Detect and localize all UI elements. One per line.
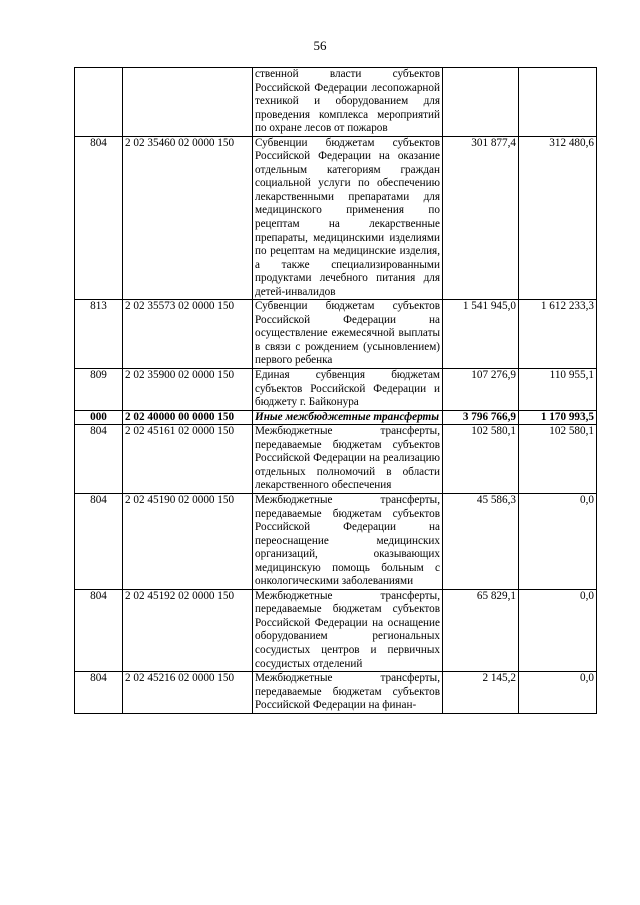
admin-code-cell: 804 — [75, 589, 123, 671]
admin-code-cell: 804 — [75, 493, 123, 589]
admin-code-cell — [75, 68, 123, 137]
table-row — [75, 300, 597, 369]
admin-code-cell: 804 — [75, 672, 123, 714]
amount-year2-cell: 1 612 233,3 — [519, 300, 597, 369]
budget-code-cell: 2 02 45216 02 0000 150 — [123, 672, 253, 714]
amount-year2-cell: 0,0 — [519, 493, 597, 589]
amount-year2-cell: 0,0 — [519, 589, 597, 671]
item-name-cell: Иные межбюджетные трансферты — [253, 410, 443, 425]
amount-year1-cell: 2 145,2 — [443, 672, 519, 714]
amount-year1-cell: 301 877,4 — [443, 136, 519, 300]
page-number: 56 — [313, 38, 327, 53]
budget-code-cell: 2 02 45192 02 0000 150 — [123, 589, 253, 671]
table-row — [75, 589, 597, 671]
amount-year1-cell: 3 796 766,9 — [443, 410, 519, 425]
amount-year2-cell — [519, 68, 597, 137]
table-row — [75, 369, 597, 411]
amount-year2-cell: 0,0 — [519, 672, 597, 714]
budget-code-cell: 2 02 35900 02 0000 150 — [123, 369, 253, 411]
amount-year2-cell: 110 955,1 — [519, 369, 597, 411]
admin-code-cell: 804 — [75, 425, 123, 494]
amount-year1-cell: 1 541 945,0 — [443, 300, 519, 369]
amount-year1-cell: 65 829,1 — [443, 589, 519, 671]
amount-year2-cell: 1 170 993,5 — [519, 410, 597, 425]
budget-code-cell: 2 02 45190 02 0000 150 — [123, 493, 253, 589]
budget-code-cell — [123, 68, 253, 137]
item-name-cell: Единая субвенция бюджетам субъектов Российской Федерации и бюджету г. Байконура — [253, 369, 443, 411]
amount-year1-cell: 45 586,3 — [443, 493, 519, 589]
item-name-cell: ственной власти субъектов Российской Федерации лесопожарной техникой и оборудованием для проведения комплекса мероприятий по охране лесов от пожаров — [253, 68, 443, 137]
table-row — [75, 425, 597, 494]
admin-code-cell: 000 — [75, 410, 123, 425]
table-row — [75, 493, 597, 589]
item-name-cell: Субвенции бюджетам субъектов Российской Федерации на оказание отдельным категориям граждан социальной услуги по обеспечению лекарственными препаратами для медицинского применения по рецептам на лекарственные препараты, медицинскими изделиями по рецептам на медицинские изделия, а также специализированными продуктами лечебного питания для детей-инвалидов — [253, 136, 443, 300]
amount-year2-cell: 312 480,6 — [519, 136, 597, 300]
amount-year1-cell: 102 580,1 — [443, 425, 519, 494]
admin-code-cell: 813 — [75, 300, 123, 369]
item-name-cell: Межбюджетные трансферты, передаваемые бюджетам субъектов Российской Федерации на реализацию отдельных полномочий в области лекарственного обеспечения — [253, 425, 443, 494]
table-row-total — [75, 410, 597, 425]
budget-code-cell: 2 02 35460 02 0000 150 — [123, 136, 253, 300]
table-row — [75, 68, 597, 137]
budget-code-cell: 2 02 35573 02 0000 150 — [123, 300, 253, 369]
budget-code-cell: 2 02 45161 02 0000 150 — [123, 425, 253, 494]
item-name-cell: Межбюджетные трансферты, передаваемые бюджетам субъектов Российской Федерации на финан- — [253, 672, 443, 714]
admin-code-cell: 804 — [75, 136, 123, 300]
item-name-cell: Межбюджетные трансферты, передаваемые бюджетам субъектов Российской Федерации на оснащение оборудованием региональных сосудистых центров и первичных сосудистых отделений — [253, 589, 443, 671]
item-name-cell: Межбюджетные трансферты, передаваемые бюджетам субъектов Российской Федерации на переоснащение медицинских организаций, оказывающих медицинскую помощь больным с онкологическими заболеваниями — [253, 493, 443, 589]
budget-table — [74, 67, 597, 714]
table-row — [75, 136, 597, 300]
table-row — [75, 672, 597, 714]
budget-code-cell: 2 02 40000 00 0000 150 — [123, 410, 253, 425]
amount-year1-cell: 107 276,9 — [443, 369, 519, 411]
amount-year2-cell: 102 580,1 — [519, 425, 597, 494]
amount-year1-cell — [443, 68, 519, 137]
admin-code-cell: 809 — [75, 369, 123, 411]
item-name-cell: Субвенции бюджетам субъектов Российской Федерации на осуществление ежемесячной выплаты в связи с рождением (усыновлением) первого ребенка — [253, 300, 443, 369]
